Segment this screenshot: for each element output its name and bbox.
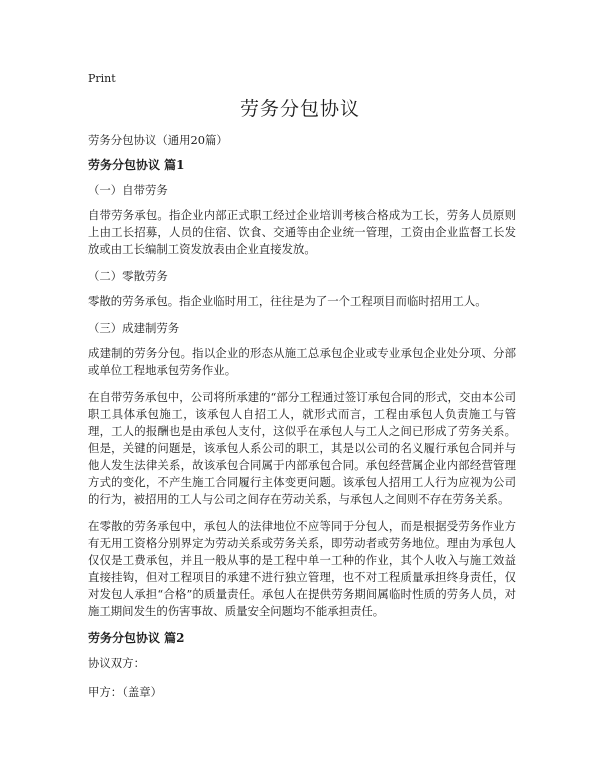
party-a-line: 甲方：（盖章）	[88, 685, 163, 699]
document-subtitle: 劳务分包协议（通用20篇）	[88, 133, 228, 147]
item-body-2: 零散的劳务承包。指企业临时用工，往往是为了一个工程项目而临时招用工人。	[88, 294, 487, 308]
item-body-1: 自带劳务承包。指企业内部正式职工经过企业培训考核合格成为工长，劳务人员原则上由工长招募，人员的住宿、饮食、交通等由企业统一管理，工资由企业监督工长发放或由工长编制工资发放表由企业直接发放。	[88, 208, 516, 256]
print-link[interactable]: Print	[88, 72, 116, 85]
item-heading-1: （一）自带劳务	[88, 183, 168, 197]
item-body-3: 成建制的劳务分包。指以企业的形态从施工总承包企业或专业承包企业处分项、分部或单位工程地承包劳务作业。	[88, 346, 516, 377]
section-heading-1: 劳务分包协议 篇1	[88, 158, 185, 172]
paragraph-scattered-labor: 在零散的劳务承包中，承包人的法律地位不应等同于分包人，而是根据受劳务作业方有无用工资格分别界定为劳动关系或劳务关系，即劳动者或劳务地位。理由为承包人仅仅是工费承包，并且一般从事的是工程中单一工种的作业，其个人收入与施工效益直接挂钩，但对工程项目的承建不进行独立管理，也不对工程质量承担终身责任，仅对发包人承担“合格”的质量责任。承包人在提供劳务期间属临时性质的劳务人员，对施工期间发生的伤害事故、质量安全问题均不能承担责任。	[88, 519, 516, 618]
item-heading-3: （三）成建制劳务	[88, 321, 180, 335]
page-title: 劳务分包协议	[239, 98, 360, 120]
parties-line: 协议双方：	[88, 656, 145, 670]
paragraph-self-contracting: 在自带劳务承包中，公司将所承建的“部分工程通过签订承包合同的形式，交由本公司职工具体承包施工，该承包人自招工人，就形式而言，工程由承包人负责施工与管理，工人的报酬也是由承包人支付，这似乎在承包人与工人之间已形成了劳务关系。但是，关键的问题是，该承包人系公司的职工，其是以公司的名义履行承包合同并与他人发生法律关系，故该承包合同属于内部承包合同。承包经营属企业内部经营管理方式的变化，不产生施工合同履行主体变更问题。该承包人招用工人行为应视为公司的行为，被招用的工人与公司之间存在劳动关系，与承包人之间则不存在劳务关系。	[88, 390, 516, 506]
item-heading-2: （二）零散劳务	[88, 269, 168, 283]
section-heading-2: 劳务分包协议 篇2	[88, 631, 185, 645]
document-body	[88, 132, 516, 713]
